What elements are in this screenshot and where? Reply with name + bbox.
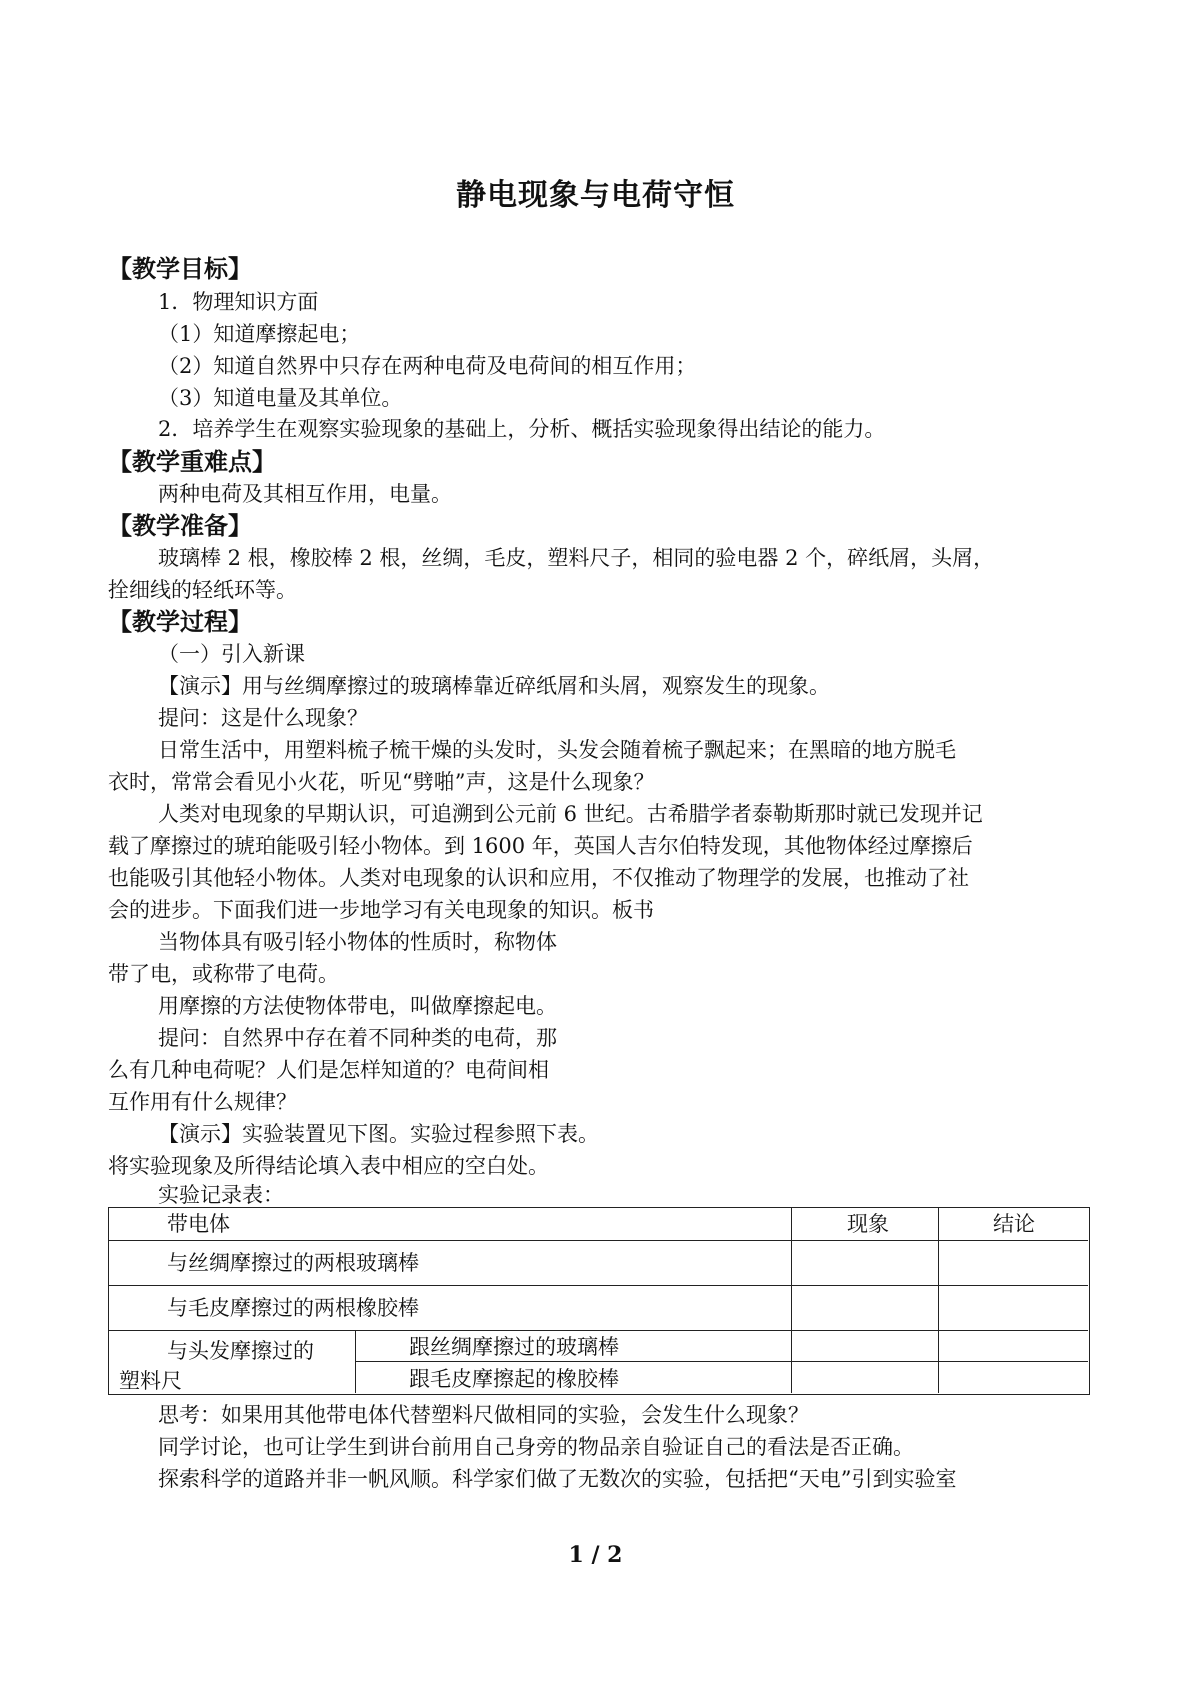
- heading-key-points: 【教学重难点】: [108, 448, 276, 476]
- goals-line-5: 2．培养学生在观察实验现象的基础上，分析、概括实验现象得出结论的能力。: [158, 417, 886, 441]
- table-row-label: 与毛皮摩擦过的两根橡胶棒: [167, 1296, 419, 1320]
- table-group-label-a: 与头发摩擦过的: [167, 1339, 314, 1363]
- process-line-8c: 互作用有什么规律？: [108, 1090, 297, 1114]
- page-number: 1 / 2: [568, 1542, 623, 1568]
- process-line-9a: 【演示】实验装置见下图。实验过程参照下表。: [158, 1122, 599, 1146]
- process-line-4b: 衣时，常常会看见小火花，听见“劈啪”声，这是什么现象？: [108, 770, 655, 794]
- table-row-label: 与丝绸摩擦过的两根玻璃棒: [167, 1251, 419, 1275]
- process-line-8b: 么有几种电荷呢？人们是怎样知道的？电荷间相: [108, 1058, 549, 1082]
- after-table-line-3: 探索科学的道路并非一帆风顺。科学家们做了无数次的实验，包括把“天电”引到实验室: [158, 1467, 957, 1491]
- process-line-2: 【演示】用与丝绸摩擦过的玻璃棒靠近碎纸屑和头屑，观察发生的现象。: [158, 674, 830, 698]
- table-rule: [109, 1240, 1088, 1241]
- table-sub-row-label: 跟毛皮摩擦起的橡胶棒: [409, 1367, 619, 1391]
- goals-line-1: 1．物理知识方面: [158, 290, 319, 314]
- table-rule: [109, 1285, 1088, 1286]
- table-caption: 实验记录表：: [158, 1183, 284, 1207]
- goals-line-2: （1）知道摩擦起电；: [158, 322, 361, 346]
- process-line-8a: 提问：自然界中存在着不同种类的电荷，那: [158, 1026, 557, 1050]
- table-rule: [791, 1208, 792, 1393]
- table-header-carrier: 带电体: [167, 1212, 230, 1236]
- process-line-6b: 带了电，或称带了电荷。: [108, 962, 339, 986]
- heading-process: 【教学过程】: [108, 608, 252, 636]
- goals-line-4: （3）知道电量及其单位。: [158, 386, 403, 410]
- process-line-3: 提问：这是什么现象？: [158, 706, 368, 730]
- table-rule: [355, 1330, 356, 1393]
- key-points-line: 两种电荷及其相互作用，电量。: [158, 482, 452, 506]
- process-line-5b: 载了摩擦过的琥珀能吸引轻小物体。到 1600 年，英国人吉尔伯特发现，其他物体经过摩擦后: [108, 834, 973, 858]
- experiment-table: [108, 1207, 1090, 1395]
- process-line-5c: 也能吸引其他轻小物体。人类对电现象的认识和应用，不仅推动了物理学的发展，也推动了社: [108, 866, 969, 890]
- table-sub-row-label: 跟丝绸摩擦过的玻璃棒: [409, 1335, 619, 1359]
- process-line-5d: 会的进步。下面我们进一步地学习有关电现象的知识。板书: [108, 898, 654, 922]
- after-table-line-2: 同学讨论，也可让学生到讲台前用自己身旁的物品亲自验证自己的看法是否正确。: [158, 1435, 914, 1459]
- table-group-label-b: 塑料尺: [119, 1369, 182, 1393]
- process-line-6a: 当物体具有吸引轻小物体的性质时，称物体: [158, 930, 557, 954]
- table-rule: [109, 1330, 1088, 1331]
- process-line-4a: 日常生活中，用塑料梳子梳干燥的头发时，头发会随着梳子飘起来；在黑暗的地方脱毛: [158, 738, 956, 762]
- table-header-conclusion: 结论: [993, 1212, 1035, 1236]
- document-title: 静电现象与电荷守恒: [456, 178, 735, 213]
- process-line-5a: 人类对电现象的早期认识，可追溯到公元前 6 世纪。古希腊学者泰勒斯那时就已发现并记: [158, 802, 983, 826]
- heading-preparation: 【教学准备】: [108, 512, 252, 540]
- prep-line-2: 拴细线的轻纸环等。: [108, 578, 297, 602]
- goals-line-3: （2）知道自然界中只存在两种电荷及电荷间的相互作用；: [158, 354, 697, 378]
- heading-goals: 【教学目标】: [108, 255, 252, 283]
- after-table-line-1: 思考：如果用其他带电体代替塑料尺做相同的实验，会发生什么现象？: [158, 1403, 809, 1427]
- process-line-7: 用摩擦的方法使物体带电，叫做摩擦起电。: [158, 994, 557, 1018]
- table-rule: [938, 1208, 939, 1393]
- process-line-9b: 将实验现象及所得结论填入表中相应的空白处。: [108, 1154, 549, 1178]
- process-line-1: （一）引入新课: [158, 642, 305, 666]
- prep-line-1: 玻璃棒 2 根，橡胶棒 2 根，丝绸，毛皮，塑料尺子，相同的验电器 2 个，碎纸屑，头屑，: [158, 546, 995, 570]
- table-header-phenomenon: 现象: [847, 1212, 889, 1236]
